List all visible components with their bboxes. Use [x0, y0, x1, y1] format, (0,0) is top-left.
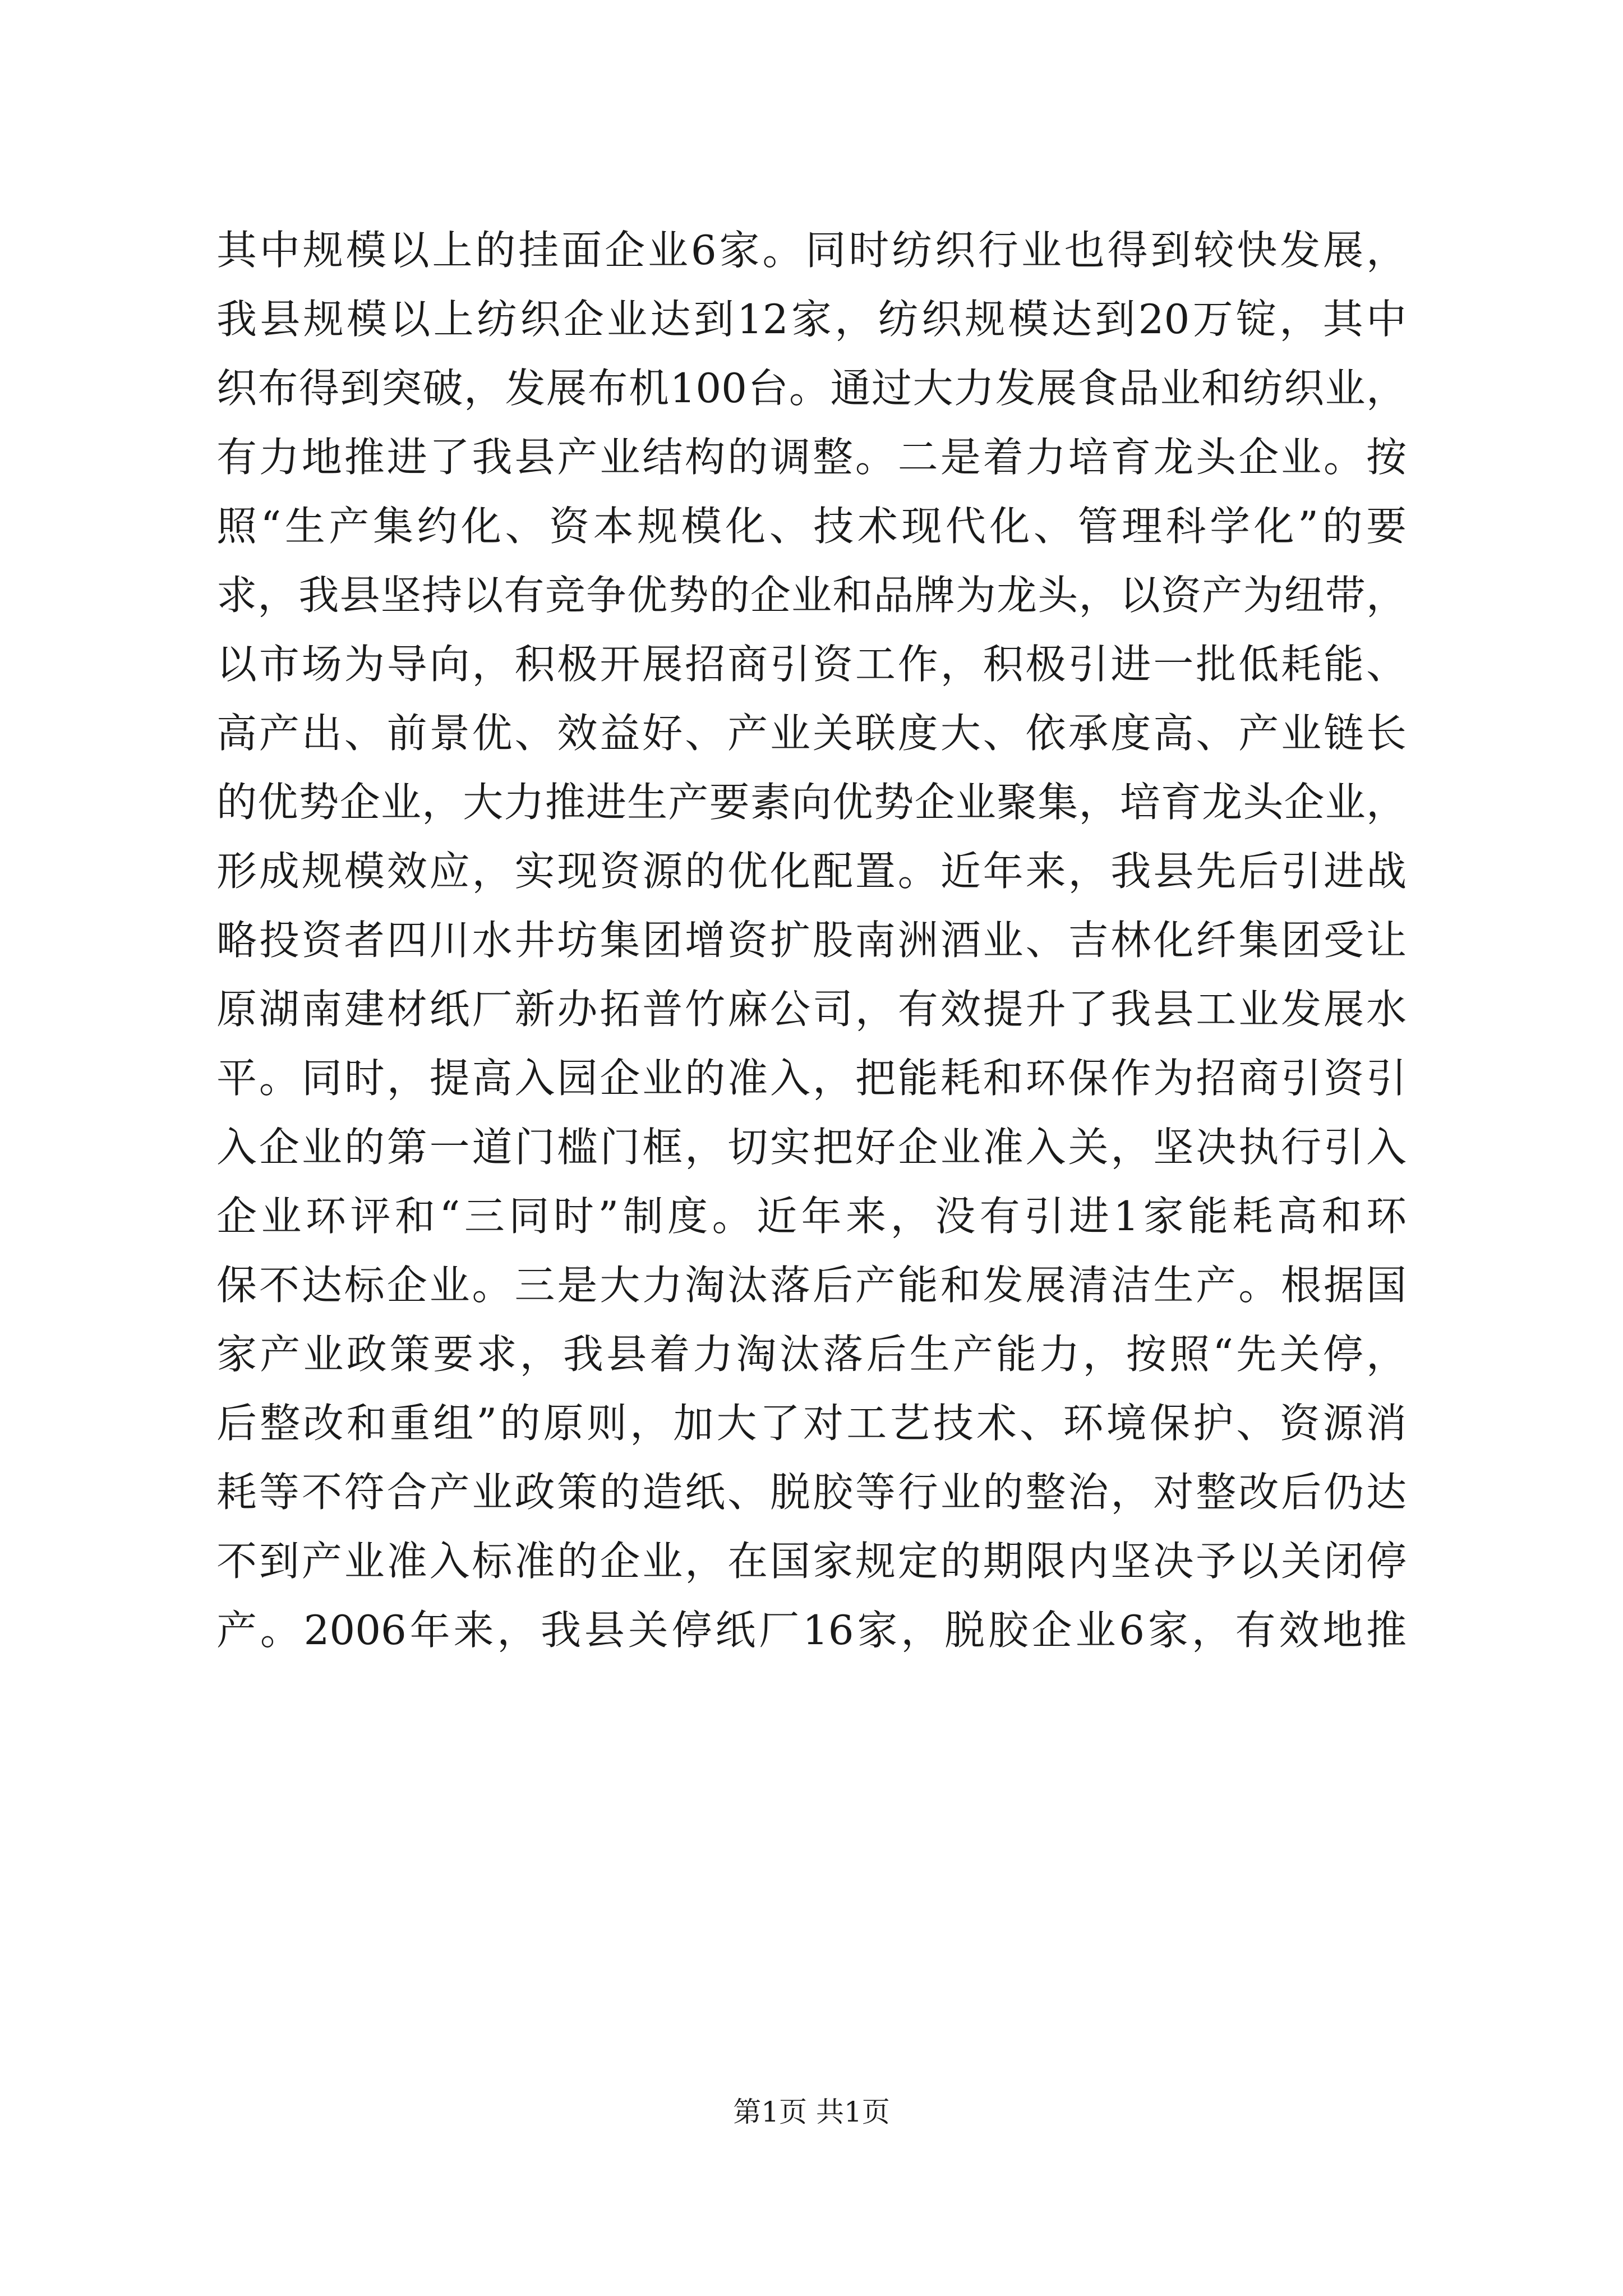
text-line: 耗等不符合产业政策的造纸、脱胶等行业的整治，对整改后仍达: [216, 1469, 1407, 1516]
text-line: 高产出、前景优、效益好、产业关联度大、依承度高、产业链长: [216, 710, 1407, 757]
text-line: 以市场为导向，积极开展招商引资工作，积极引进一批低耗能、: [216, 641, 1407, 688]
text-line: 原湖南建材纸厂新办拓普竹麻公司，有效提升了我县工业发展水: [216, 986, 1407, 1033]
text-line: 企业环评和“三同时”制度。近年来，没有引进1家能耗高和环: [216, 1193, 1407, 1240]
text-line: 有力地推进了我县产业结构的调整。二是着力培育龙头企业。按: [216, 434, 1407, 481]
text-line: 我县规模以上纺织企业达到12家，纺织规模达到20万锭，其中: [216, 296, 1407, 343]
text-line: 照“生产集约化、资本规模化、技术现代化、管理科学化”的要: [216, 503, 1407, 550]
text-line: 产。2006年来，我县关停纸厂16家，脱胶企业6家，有效地推: [216, 1607, 1407, 1654]
text-line: 保不达标企业。三是大力淘汰落后产能和发展清洁生产。根据国: [216, 1262, 1407, 1309]
text-line: 其中规模以上的挂面企业6家。同时纺织行业也得到较快发展，: [216, 227, 1407, 274]
page-footer: 第1页 共1页: [733, 2096, 890, 2128]
text-line: 不到产业准入标准的企业，在国家规定的期限内坚决予以关闭停: [216, 1538, 1407, 1585]
text-line: 略投资者四川水井坊集团增资扩股南洲酒业、吉林化纤集团受让: [216, 917, 1407, 964]
text-line: 入企业的第一道门槛门框，切实把好企业准入关，坚决执行引入: [216, 1124, 1407, 1171]
text-line: 形成规模效应，实现资源的优化配置。近年来，我县先后引进战: [216, 848, 1407, 895]
text-line: 求，我县坚持以有竞争优势的企业和品牌为龙头，以资产为纽带，: [216, 572, 1407, 619]
text-line: 平。同时，提高入园企业的准入，把能耗和环保作为招商引资引: [216, 1055, 1407, 1102]
text-line: 家产业政策要求，我县着力淘汰落后生产能力，按照“先关停，: [216, 1331, 1407, 1378]
body-text: [216, 216, 1407, 1665]
text-line: 的优势企业，大力推进生产要素向优势企业聚集，培育龙头企业，: [216, 779, 1407, 826]
text-line: 织布得到突破，发展布机100台。通过大力发展食品业和纺织业，: [216, 365, 1407, 412]
text-line: 后整改和重组”的原则，加大了对工艺技术、环境保护、资源消: [216, 1400, 1407, 1447]
